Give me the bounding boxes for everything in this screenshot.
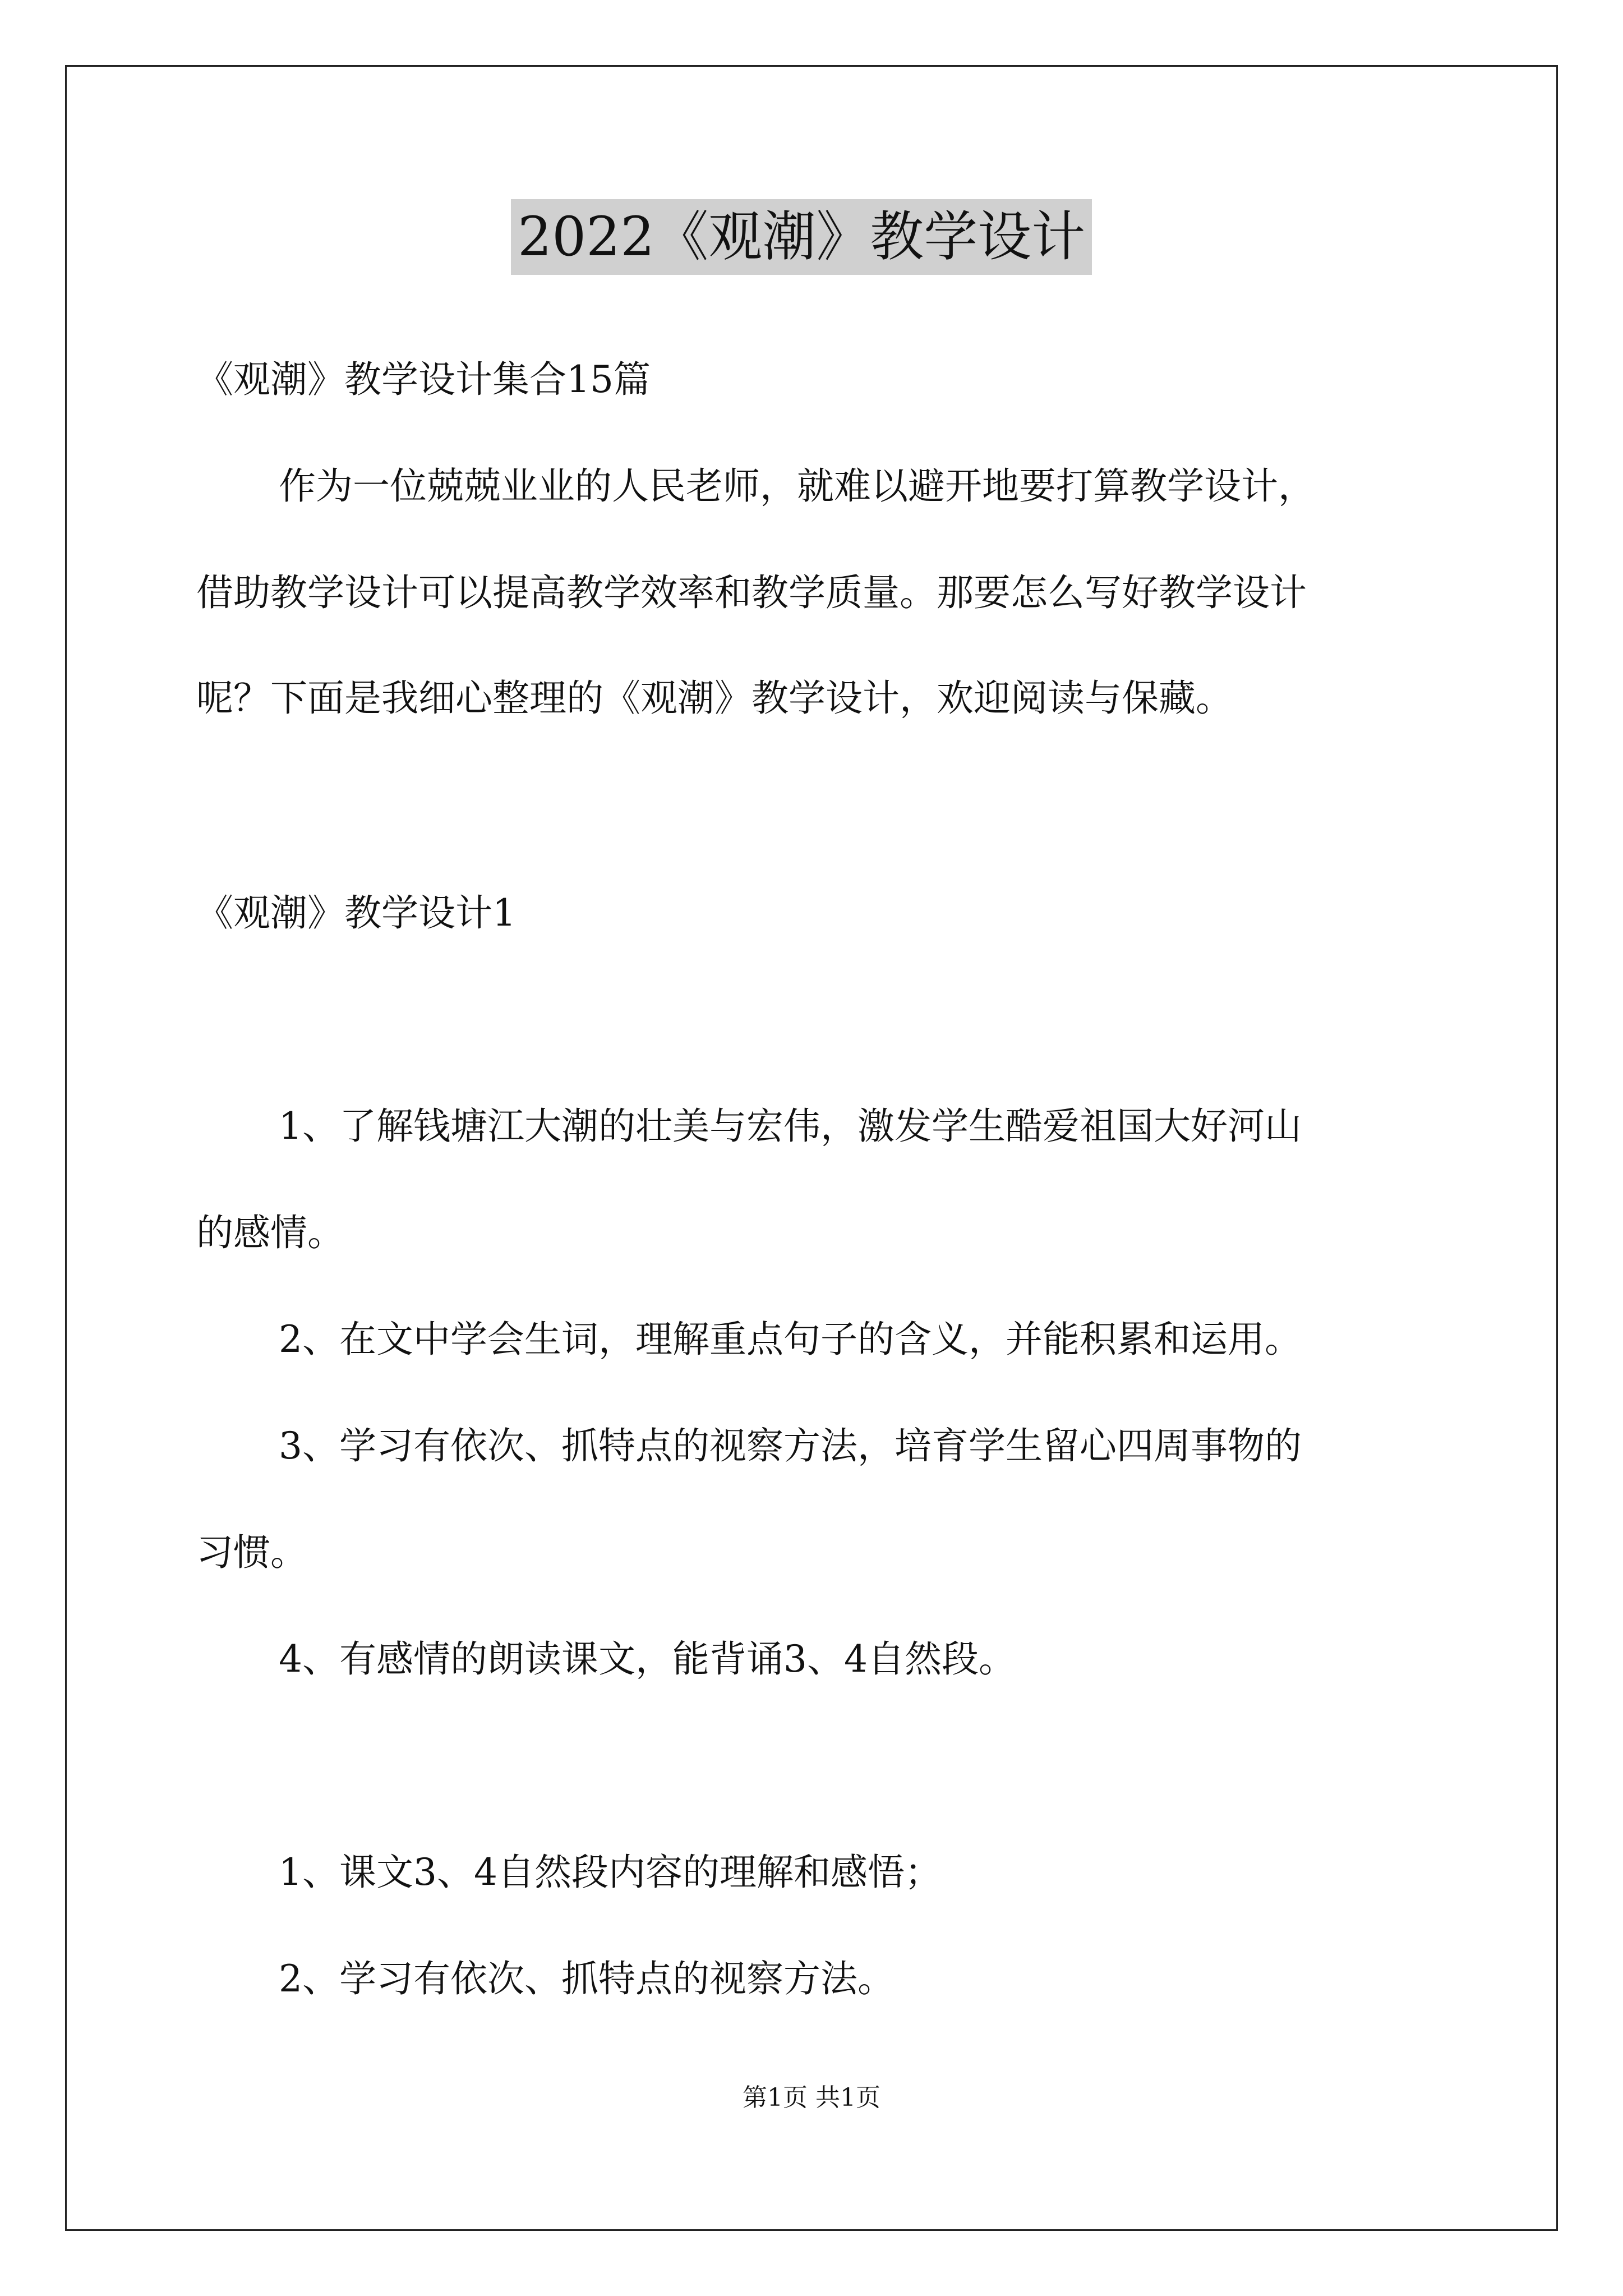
objective-4: 4、有感情的朗读课文，能背诵3、4自然段。 [279, 1637, 1016, 1681]
document-subtitle: 《观潮》教学设计集合15篇 [196, 358, 651, 401]
section-heading: 《观潮》教学设计1 [196, 891, 516, 935]
intro-line-3: 呢？下面是我细心整理的《观潮》教学设计，欢迎阅读与保藏。 [196, 677, 1233, 720]
page-footer: 第1页 共1页 [743, 2083, 880, 2112]
key-point-2: 2、学习有依次、抓特点的视察方法。 [279, 1957, 895, 2000]
objective-1-line-1: 1、了解钱塘江大潮的壮美与宏伟，激发学生酷爱祖国大好河山 [279, 1105, 1302, 1148]
intro-line-1: 作为一位兢兢业业的人民老师，就难以避开地要打算教学设计， [279, 464, 1315, 508]
intro-line-2: 借助教学设计可以提高教学效率和教学质量。那要怎么写好教学设计 [196, 571, 1307, 614]
key-point-1: 1、课文3、4自然段内容的理解和感悟； [279, 1851, 942, 1894]
objective-3-line-1: 3、学习有依次、抓特点的视察方法，培育学生留心四周事物的 [279, 1424, 1302, 1467]
objective-1-line-2: 的感情。 [196, 1211, 344, 1254]
objective-3-line-2: 习惯。 [196, 1531, 307, 1574]
document-title: 2022《观潮》教学设计 [511, 199, 1092, 275]
objective-2: 2、在文中学会生词，理解重点句子的含义，并能积累和运用。 [279, 1318, 1302, 1361]
